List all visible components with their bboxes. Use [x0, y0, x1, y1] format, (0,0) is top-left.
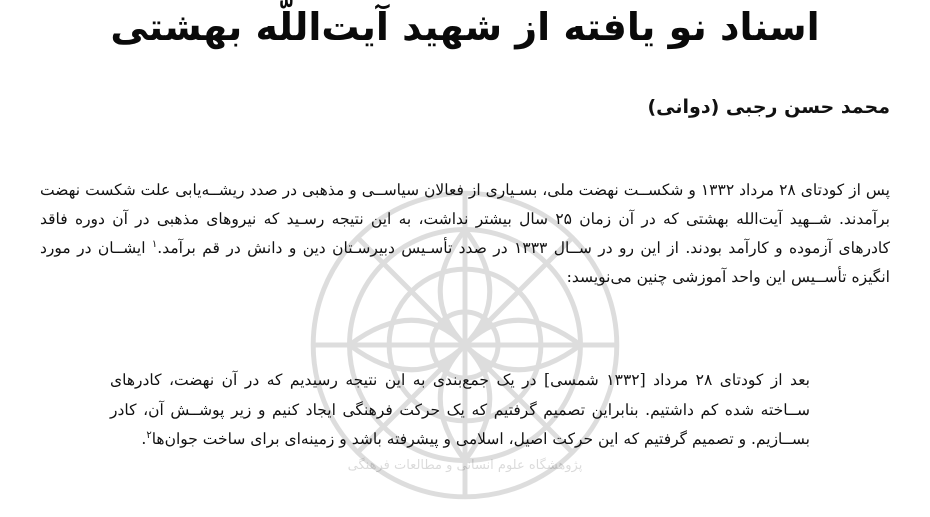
footnote-marker[interactable]: ۲: [146, 429, 152, 441]
quote-end: .: [141, 430, 147, 448]
footnote-marker[interactable]: ۱: [151, 238, 158, 250]
paragraph-text-continued: ایشــان در مورد انگیزه تأســیس این واحد آموزشی چنین می‌نویسد:: [40, 239, 890, 286]
author-name: محمد حسن رجبی (دوانی): [647, 96, 890, 118]
paragraph-text: پس از کودتای ۲۸ مرداد ۱۳۳۲ و شکســت نهضت ملی، بسـیاری از فعالان سیاســی و مذهبی در صدد ریشــه‌یابی علت شکست نهضت برآمدند. شــهید آیت‌الله بهشتی که در آن زمان ۲۵ سال بیشتر نداشت، به این نتیجه رسـید که نیروهای مذهبی در آن دوره فاقد کادرهای آزموده و کارآمد بودند. از این رو در ســال ۱۳۳۳ در صدد تأسـیس دبیرسـتان دین و دانش در قم برآمد.: [40, 181, 890, 257]
intro-paragraph: [40, 176, 890, 292]
watermark-caption: پژوهشگاه علوم انسانی و مطالعات فرهنگی: [347, 458, 583, 473]
quote-text: بعد از کودتای ۲۸ مرداد [۱۳۳۲ شمسی] در یک جمع‌بندی به این نتیجه رسیدیم که در آن نهضت، کادرهای ســاخته شده کم داشتیم. بنابراین تصمیم گرفتیم که یک حرکت فرهنگی ایجاد کنیم و زیر پوشــش آن، کادر بســازیم. و تصمیم گرفتیم که این حرکت اصیل، اسلامی و پیشرفته باشد و زمینه‌ای برای ساخت جوان‌ها: [110, 371, 810, 448]
block-quote: [110, 366, 810, 455]
page-title: اسناد نو یافته از شهید آیت‌اللّه بهشتی: [110, 5, 820, 49]
